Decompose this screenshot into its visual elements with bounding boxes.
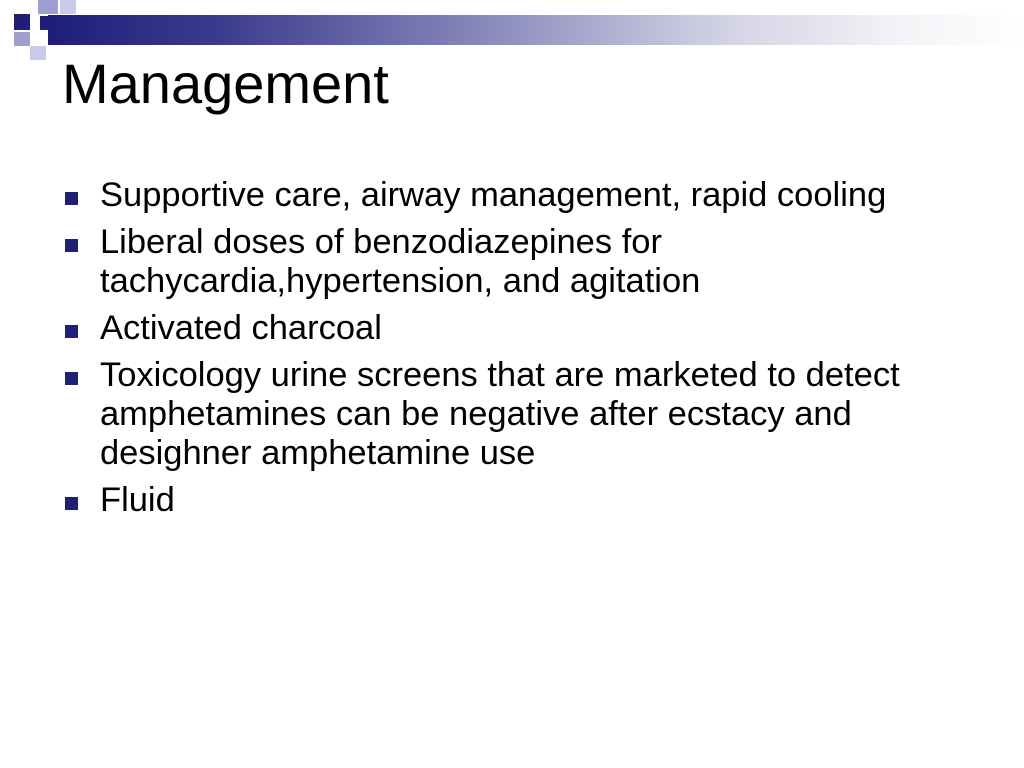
decor-square-icon xyxy=(60,0,76,14)
decor-square-icon xyxy=(14,32,30,46)
bullet-item xyxy=(62,356,942,473)
square-bullet-icon xyxy=(65,239,78,252)
bullet-text: Activated charcoal xyxy=(100,309,382,347)
bullet-item xyxy=(62,223,942,301)
slide-title: Management xyxy=(62,52,389,115)
square-bullet-icon xyxy=(65,497,78,510)
bullet-text: Toxicology urine screens that are marketed to detect amphetamines can be negative after ecstacy and desighner amphetamine use xyxy=(100,356,900,472)
bullet-text: Supportive care, airway management, rapid cooling xyxy=(100,176,887,214)
square-bullet-icon xyxy=(65,192,78,205)
bullet-list xyxy=(62,176,942,528)
decor-square-icon xyxy=(30,46,46,60)
square-bullet-icon xyxy=(65,372,78,385)
bullet-text: Fluid xyxy=(100,481,175,519)
bullet-item xyxy=(62,481,942,520)
decor-square-icon xyxy=(14,14,30,30)
header-gradient-bar xyxy=(48,15,1024,45)
bullet-item xyxy=(62,176,942,215)
square-bullet-icon xyxy=(65,325,78,338)
bullet-text: Liberal doses of benzodiazepines for tachycardia,hypertension, and agitation xyxy=(100,223,701,300)
bullet-item xyxy=(62,309,942,348)
decor-square-icon xyxy=(38,0,58,14)
